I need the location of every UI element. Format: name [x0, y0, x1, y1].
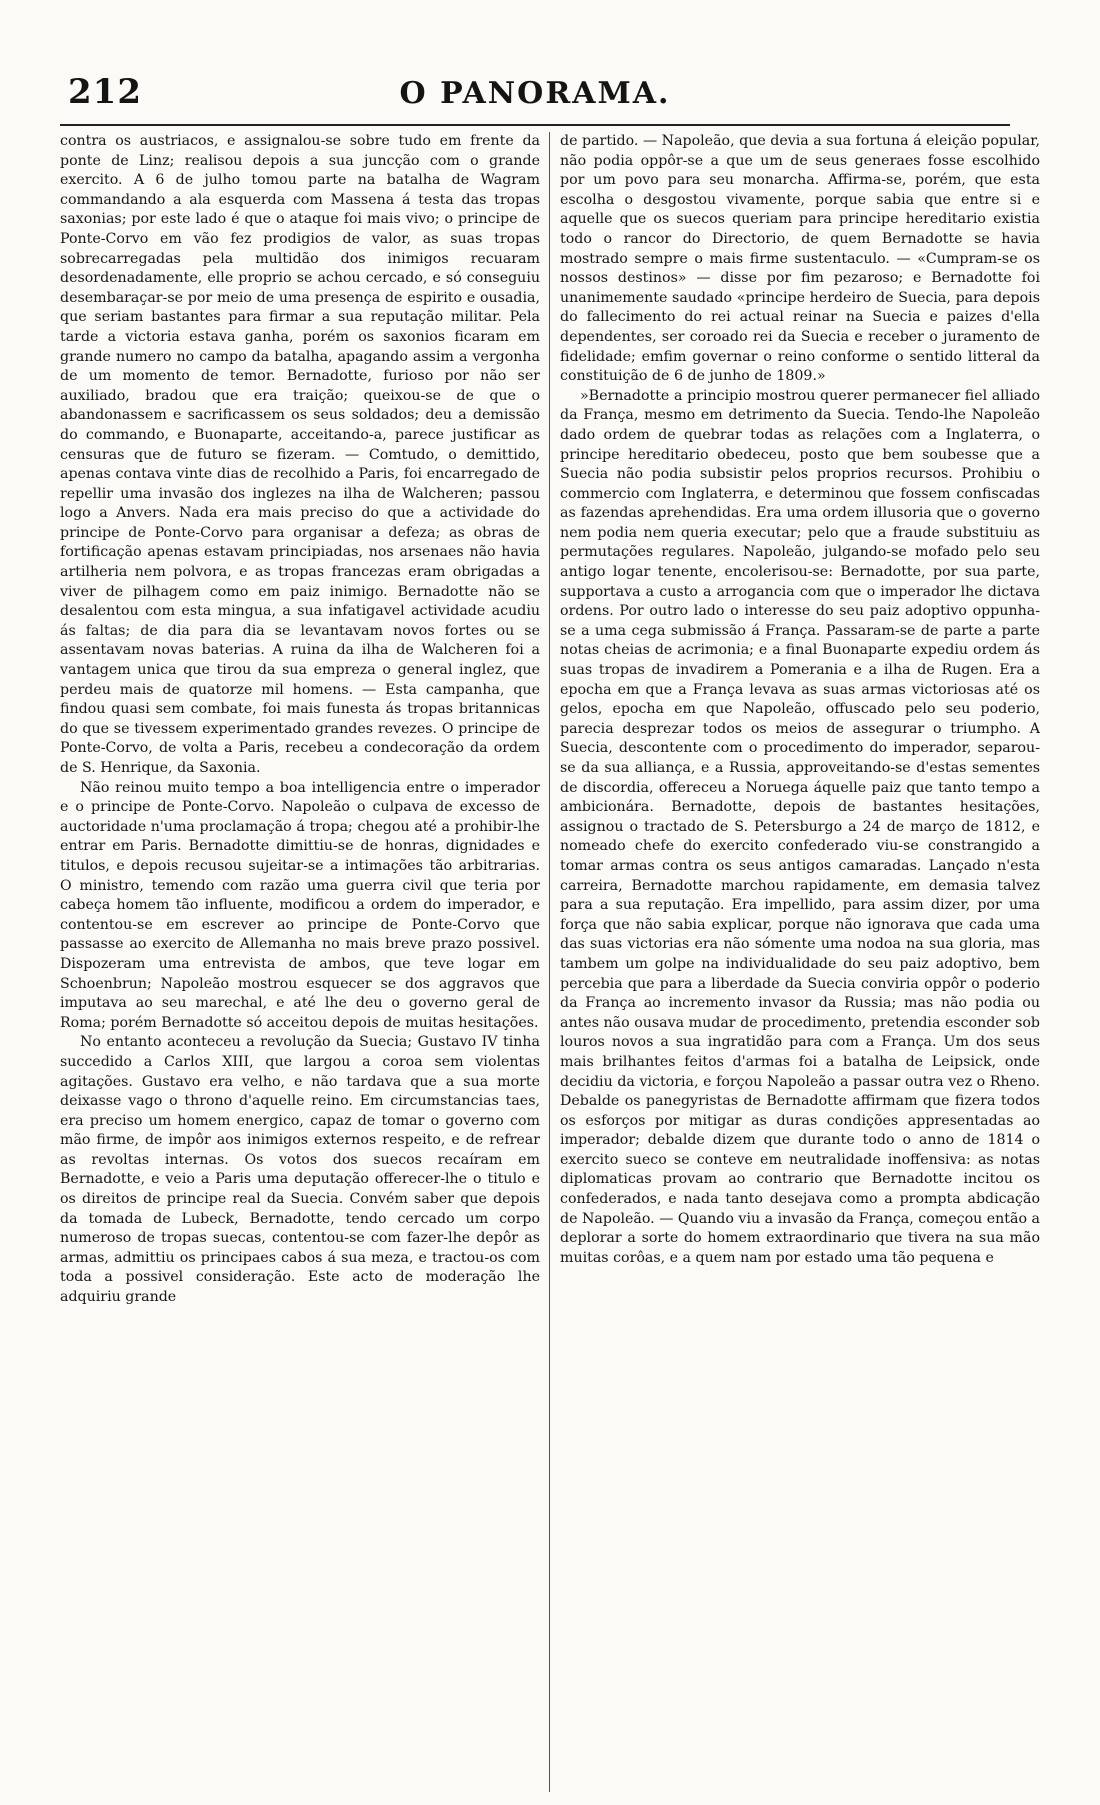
article-body — [60, 132, 1040, 1792]
paragraph: de partido. — Napoleão, que devia a sua fortuna á eleição popular, não podia oppôr-se a que um de seus generaes fosse escolhido por um povo para seu monarcha. Affirma-se, porém, que esta escolha o desgostou vivamente, porque sabia que entre si e aquelle que os suecos queriam para principe hereditario existia todo o rancor do Directorio, de quem Bernadotte se havia mostrado sempre o mais firme sustentaculo. — «Cumpram-se os nossos destinos» — disse por fim pezaroso; e Bernadotte foi unanimemente saudado «principe herdeiro de Suecia, para depois do fallecimento do rei actual reinar na Suecia e paizes d'ella dependentes, ser coroado rei da Suecia e receber o juramento de fidelidade; emfim governar o reino conforme o sentido litteral da constituição de 6 de junho de 1809.» — [560, 133, 1040, 385]
paragraph: Não reinou muito tempo a boa intelligencia entre o imperador e o principe de Ponte-Corvo. Napoleão o culpava de excesso de auctoridade n'uma proclamação á tropa; chegou até a prohibir-lhe entrar em Paris. Bernadotte dimittiu-se de honras, dignidades e titulos, e depois recusou sujeitar-se a intimações tão arbitrarias. O ministro, temendo com razão uma guerra civil que teria por cabeça homem tão influente, modificou a ordem do imperador, e contentou-se em escrever ao principe de Ponte-Corvo que passasse ao exercito de Allemanha no mais breve prazo possivel. Dispozeram uma entrevista de ambos, que teve logar em Schoenbrun; Napoleão mostrou esquecer se dos aggravos que imputava ao seu marechal, e até lhe deu o governo geral de Roma; porém Bernadotte só acceitou depois de muitas hesitações. — [60, 779, 540, 1031]
page-number: 212 — [68, 72, 142, 112]
paragraph: contra os austriacos, e assignalou-se sobre tudo em frente da ponte de Linz; realisou depois a sua juncção com o grande exercito. A 6 de julho tomou parte na batalha de Wagram commandando a ala esquerda com Massena á testa das tropas saxonias; por este lado é que o ataque foi mais vivo; o principe de Ponte-Corvo em vão fez prodigios de valor, as suas tropas sobrecarregadas pela multidão dos inimigos recuaram desordenadamente, elle proprio se achou cercado, e só conseguiu desembaraçar-se por meio de uma presença de espirito e ousadia, que seriam bastantes para firmar a sua reputação militar. Pela tarde a victoria estava ganha, porém os saxonios ficaram em grande numero no campo da batalha, apagando assim a vergonha de um momento de temor. Bernadotte, furioso por não ser auxiliado, bradou que era traição; queixou-se de que o abandonassem e sacrificassem os seus soldados; deu a demissão do commando, e Buonaparte, acceitando-a, parece justificar as censuras que de futuro se fizeram. — Comtudo, o demittido, apenas contava vinte dias de recolhido a Paris, foi encarregado de repellir uma invasão dos inglezes na ilha de Walcheren; passou logo a Anvers. Nada era mais preciso do que a actividade do principe de Ponte-Corvo para organisar a defeza; as obras de fortificação apenas estavam principiadas, nos arsenaes não havia artilheria nem polvora, e as tropas francezas eram obrigadas a viver de pilhagem como em paiz inimigo. Bernadotte não se desalentou com esta mingua, a sua infatigavel actividade acudiu ás faltas; de dia para dia se levantavam novos fortes ou se assentavam novas baterias. A ruina da ilha de Walcheren foi a vantagem unica que tirou da sua empreza o general inglez, que perdeu mais de quatorze mil homens. — Esta campanha, que findou quasi sem combate, foi mais funesta ás tropas britannicas do que se tivessem experimentado grandes revezes. O principe de Ponte-Corvo, de volta a Paris, recebeu a condecoração da ordem de S. Henrique, da Saxonia. — [60, 133, 540, 776]
header-rule — [60, 124, 1010, 126]
left-column — [60, 132, 540, 1792]
right-column — [560, 132, 1040, 1792]
column-divider — [549, 132, 550, 1792]
page-header — [60, 72, 1010, 118]
journal-title: O PANORAMA. — [399, 76, 671, 111]
paragraph: »Bernadotte a principio mostrou querer permanecer fiel alliado da França, mesmo em detrimento da Suecia. Tendo-lhe Napoleão dado ordem de quebrar todas as relações com a Inglaterra, o principe hereditario obedeceu, posto que bem soubesse que a Suecia não podia subsistir pelos proprios recursos. Prohibiu o commercio com Inglaterra, e determinou que fossem confiscadas as fazendas aprehendidas. Era uma ordem illusoria que o governo nem podia nem queria executar; pelo que a fraude substituiu as permutações regulares. Napoleão, julgando-se mofado pelo seu antigo logar tenente, encolerisou-se: Bernadotte, por sua parte, supportava a custo a arrogancia com que o imperador lhe dictava ordens. Por outro lado o interesse do seu paiz adoptivo oppunha-se a uma cega submissão á França. Passaram-se de parte a parte notas cheias de acrimonia; e a final Buonaparte expediu ordem ás suas tropas de invadirem a Pomerania e a ilha de Rugen. Era a epocha em que a França levava as suas armas victoriosas até os gelos, epocha em que Napoleão, offuscado pelo seu poderio, parecia desprezar todos os meios de assegurar o triumpho. A Suecia, descontente com o procedimento do imperador, separou-se da sua alliança, e a Russia, approveitando-se d'estas sementes de discordia, offereceu a Noruega áquelle paiz que tanto tempo a ambicionára. Bernadotte, depois de bastantes hesitações, assignou o tractado de S. Petersburgo a 24 de março de 1812, e nomeado chefe do exercito confederado viu-se constrangido a tomar armas contra os seus antigos camaradas. Lançado n'esta carreira, Bernadotte marchou rapidamente, em demasia talvez para a sua reputação. Era impellido, para assim dizer, por uma força que não sabia explicar, porque não ignorava que cada uma das suas victorias era não sómente uma nodoa na sua gloria, mas tambem um golpe na individualidade do seu paiz adoptivo, bem percebia que para a liberdade da Suecia conviria oppôr o poderio da França ao incremento invasor da Russia; mas não podia ou antes não ousava mudar de procedimento, pretendia esconder sob louros novos a sua ingratidão para com a França. Um dos seus mais brilhantes feitos d'armas foi a batalha de Leipsick, onde decidiu da victoria, e forçou Napoleão a passar outra vez o Rheno. Debalde os panegyristas de Bernadotte affirmam que fizera todos os esforços por mitigar as duras condições appresentadas ao imperador; debalde dizem que durante todo o anno de 1814 o exercito sueco se conteve em neutralidade inoffensiva: as notas diplomaticas provam ao contrario que Bernadotte incitou os confederados, e nada tanto desejava como a prompta abdicação de Napoleão. — Quando viu a invasão da França, começou então a deplorar a sorte do homem extraordinario que tivera na sua mão muitas corôas, e a quem nam por estado uma tão pequena e — [560, 387, 1040, 1266]
paragraph: No entanto aconteceu a revolução da Suecia; Gustavo IV tinha succedido a Carlos XIII, que largou a coroa sem violentas agitações. Gustavo era velho, e não tardava que a sua morte deixasse vago o throno d'aquelle reino. Em circumstancias taes, era preciso um homem energico, capaz de tomar o governo com mão firme, de impôr aos inimigos externos respeito, e de refrear as revoltas internas. Os votos dos suecos recaíram em Bernadotte, e veio a Paris uma deputação offerecer-lhe o titulo e os direitos de principe real da Suecia. Convém saber que depois da tomada de Lubeck, Bernadotte, tendo cercado um corpo numeroso de tropas suecas, contentou-se com fazer-lhe depôr as armas, admittiu os principaes cabos á sua meza, e tractou-os com toda a possivel consideração. Este acto de moderação lhe adquiriu grande — [60, 1034, 540, 1306]
